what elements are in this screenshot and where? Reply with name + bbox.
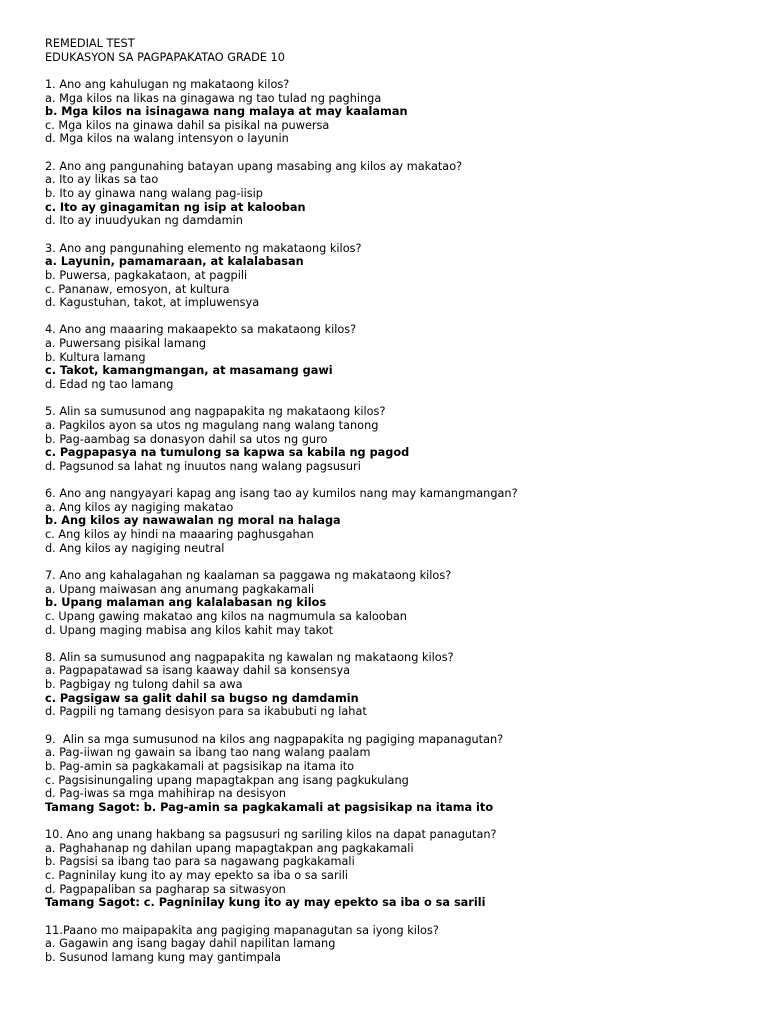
question-text: 2. Ano ang pangunahing batayan upang masabing ang kilos ay makatao? bbox=[45, 159, 463, 173]
answer-option: d. Mga kilos na walang intensyon o layunin bbox=[45, 132, 289, 146]
answer-key: Tamang Sagot: c. Pagninilay kung ito ay may epekto sa iba o sa sarili bbox=[45, 896, 486, 910]
question-text: 7. Ano ang kahalagahan ng kaalaman sa paggawa ng makataong kilos? bbox=[45, 568, 452, 582]
answer-option: a. Puwersang pisikal lamang bbox=[45, 337, 207, 351]
answer-option: b. Kultura lamang bbox=[45, 350, 146, 364]
spacer bbox=[45, 555, 745, 569]
question-text: 11.Paano mo maipapakita ang pagiging mapanagutan sa iyong kilos? bbox=[45, 923, 439, 937]
correct-answer-option: c. Pagsigaw sa galit dahil sa bugso ng damdamin bbox=[45, 691, 359, 705]
question-text: 10. Ano ang unang hakbang sa pagsusuri ng sariling kilos na dapat panagutan? bbox=[45, 828, 497, 842]
spacer bbox=[45, 815, 745, 829]
answer-option: d. Pagsunod sa lahat ng inuutos nang walang pagsusuri bbox=[45, 459, 361, 473]
spacer bbox=[45, 910, 745, 924]
answer-option: b. Pag-amin sa pagkakamali at pagsisikap na itama ito bbox=[45, 759, 355, 773]
question-block bbox=[45, 78, 745, 160]
spacer bbox=[45, 64, 745, 78]
question-block bbox=[45, 487, 745, 569]
question-block bbox=[45, 405, 745, 487]
document-title: REMEDIAL TEST bbox=[45, 37, 135, 50]
answer-option: b. Susunod lamang kung may gantimpala bbox=[45, 950, 281, 964]
document-page bbox=[45, 37, 745, 965]
question-block bbox=[45, 828, 745, 923]
answer-key: Tamang Sagot: b. Pag-amin sa pagkakamali at pagsisikap na itama ito bbox=[45, 800, 494, 814]
answer-option: d. Upang maging mabisa ang kilos kahit may takot bbox=[45, 623, 334, 637]
spacer bbox=[45, 719, 745, 733]
answer-option: c. Upang gawing makatao ang kilos na nagmumula sa kalooban bbox=[45, 609, 407, 623]
correct-answer-option: b. Upang malaman ang kalalabasan ng kilos bbox=[45, 596, 327, 610]
answer-option: b. Puwersa, pagkakataon, at pagpili bbox=[45, 268, 248, 282]
question-text: 6. Ano ang nangyayari kapag ang isang tao ay kumilos nang may kamangmangan? bbox=[45, 487, 518, 501]
question-text: 9. Alin sa mga sumusunod na kilos ang nagpapakita ng pagiging mapanagutan? bbox=[45, 732, 504, 746]
answer-option: d. Pagpili ng tamang desisyon para sa ikabubuti ng lahat bbox=[45, 705, 367, 719]
answer-option: a. Upang maiwasan ang anumang pagkakamali bbox=[45, 582, 315, 596]
answer-option: d. Kagustuhan, takot, at impluwensya bbox=[45, 296, 260, 310]
question-block bbox=[45, 242, 745, 324]
answer-option: a. Pagpapatawad sa isang kaaway dahil sa konsensya bbox=[45, 664, 351, 678]
correct-answer-option: b. Mga kilos na isinagawa nang malaya at may kaalaman bbox=[45, 105, 408, 119]
answer-option: a. Pagkilos ayon sa utos ng magulang nang walang tanong bbox=[45, 418, 379, 432]
answer-option: c. Pagninilay kung ito ay may epekto sa iba o sa sarili bbox=[45, 869, 349, 883]
answer-option: c. Pananaw, emosyon, at kultura bbox=[45, 282, 230, 296]
question-block bbox=[45, 569, 745, 651]
answer-option: d. Pagpapaliban sa pagharap sa sitwasyon bbox=[45, 882, 286, 896]
answer-option: a. Pag-iiwan ng gawain sa ibang tao nang walang paalam bbox=[45, 746, 371, 760]
document-subtitle: EDUKASYON SA PAGPAPAKATAO GRADE 10 bbox=[45, 50, 285, 64]
question-text: 1. Ano ang kahulugan ng makataong kilos? bbox=[45, 77, 290, 91]
spacer bbox=[45, 228, 745, 242]
answer-option: c. Ang kilos ay hindi na maaaring paghusgahan bbox=[45, 528, 314, 542]
question-block bbox=[45, 323, 745, 405]
question-block bbox=[45, 160, 745, 242]
spacer bbox=[45, 310, 745, 324]
answer-option: b. Pagbigay ng tulong dahil sa awa bbox=[45, 678, 243, 692]
spacer bbox=[45, 392, 745, 406]
question-text: 8. Alin sa sumusunod ang nagpapakita ng kawalan ng makataong kilos? bbox=[45, 650, 454, 664]
answer-option: b. Pagsisi sa ibang tao para sa nagawang pagkakamali bbox=[45, 855, 355, 869]
question-text: 5. Alin sa sumusunod ang nagpapakita ng makataong kilos? bbox=[45, 405, 386, 419]
correct-answer-option: a. Layunin, pamamaraan, at kalalabasan bbox=[45, 255, 304, 269]
question-text: 3. Ano ang pangunahing elemento ng makataong kilos? bbox=[45, 241, 362, 255]
answer-option: c. Mga kilos na ginawa dahil sa pisikal na puwersa bbox=[45, 118, 330, 132]
question-text: 4. Ano ang maaaring makaapekto sa makataong kilos? bbox=[45, 323, 357, 337]
answer-option: b. Pag-aambag sa donasyon dahil sa utos ng guro bbox=[45, 432, 328, 446]
correct-answer-option: b. Ang kilos ay nawawalan ng moral na halaga bbox=[45, 514, 341, 528]
answer-option: c. Pagsisinungaling upang mapagtakpan ang isang pagkukulang bbox=[45, 773, 409, 787]
correct-answer-option: c. Takot, kamangmangan, at masamang gawi bbox=[45, 364, 333, 378]
answer-option: b. Ito ay ginawa nang walang pag-iisip bbox=[45, 187, 263, 201]
answer-option: a. Ito ay likas sa tao bbox=[45, 173, 159, 187]
answer-option: a. Paghahanap ng dahilan upang mapagtakpan ang pagkakamali bbox=[45, 841, 414, 855]
answer-option: d. Ito ay inuudyukan ng damdamin bbox=[45, 214, 243, 228]
spacer bbox=[45, 637, 745, 651]
answer-option: d. Pag-iwas sa mga mahihirap na desisyon bbox=[45, 787, 287, 801]
question-block bbox=[45, 651, 745, 733]
question-list bbox=[45, 78, 745, 965]
spacer bbox=[45, 146, 745, 160]
answer-option: d. Edad ng tao lamang bbox=[45, 378, 174, 392]
answer-option: a. Mga kilos na likas na ginagawa ng tao tulad ng paghinga bbox=[45, 91, 382, 105]
question-block bbox=[45, 733, 745, 828]
correct-answer-option: c. Pagpapasya na tumulong sa kapwa sa kabila ng pagod bbox=[45, 446, 410, 460]
answer-option: a. Gagawin ang isang bagay dahil napilitan lamang bbox=[45, 937, 336, 951]
spacer bbox=[45, 474, 745, 488]
question-block bbox=[45, 924, 745, 965]
answer-option: d. Ang kilos ay nagiging neutral bbox=[45, 541, 225, 555]
answer-option: a. Ang kilos ay nagiging makatao bbox=[45, 500, 234, 514]
correct-answer-option: c. Ito ay ginagamitan ng isip at kalooban bbox=[45, 200, 306, 214]
